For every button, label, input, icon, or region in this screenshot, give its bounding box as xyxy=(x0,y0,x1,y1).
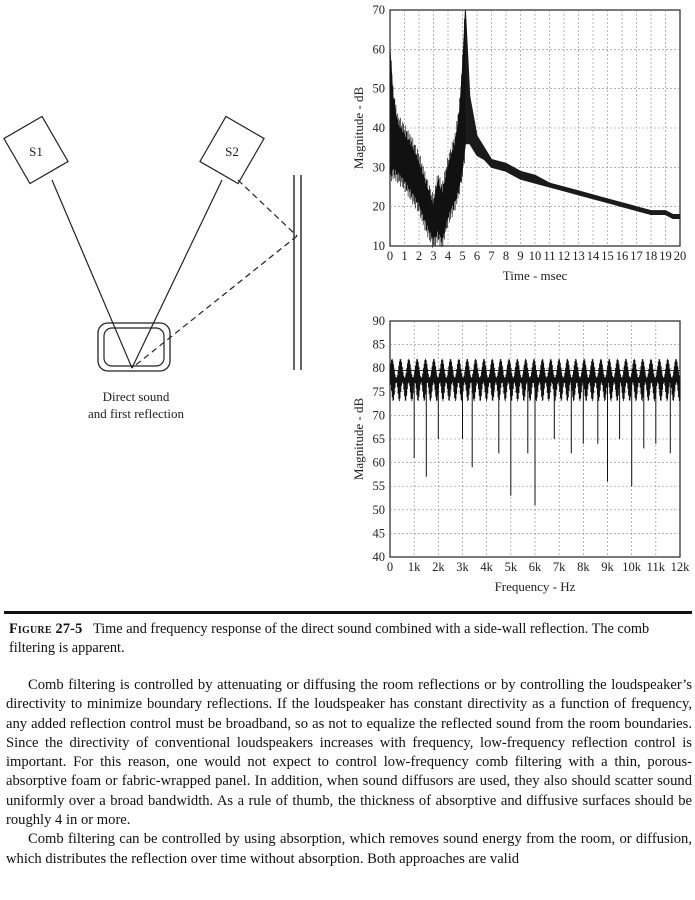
x-tick-label: 0 xyxy=(386,560,394,574)
x-tick-label: 10k xyxy=(622,560,642,574)
x-tick-label: 7k xyxy=(552,560,566,574)
y-tick-label: 90 xyxy=(372,314,385,328)
x-axis-label: Frequency - Hz xyxy=(494,579,576,594)
x-tick-label: 12 xyxy=(557,249,571,263)
direct-path-s1 xyxy=(52,180,132,368)
listener-label-line2: and first reflection xyxy=(87,406,185,421)
x-tick-label: 5 xyxy=(459,249,466,263)
source-s2-label: S2 xyxy=(225,144,239,159)
reflection-path-incident xyxy=(238,180,297,236)
x-tick-label: 11k xyxy=(646,560,665,574)
caption-text: Time and frequency response of the direct sound combined with a side-wall reflection. The comb filtering is apparent. xyxy=(9,621,650,656)
x-tick-label: 14 xyxy=(586,249,600,263)
x-tick-label: 9 xyxy=(517,249,524,263)
x-tick-label: 1 xyxy=(401,249,408,263)
y-axis-label: Magnitude - dB xyxy=(351,86,366,170)
x-tick-label: 2k xyxy=(432,560,445,574)
x-tick-label: 4k xyxy=(480,560,493,574)
x-tick-label: 4 xyxy=(444,249,452,263)
x-tick-label: 17 xyxy=(630,249,643,263)
x-tick-label: 11 xyxy=(543,249,556,263)
listener-label-line1: Direct sound xyxy=(102,389,170,404)
direct-path-s2 xyxy=(132,180,222,368)
x-tick-label: 6 xyxy=(473,249,481,263)
y-tick-label: 70 xyxy=(372,408,385,423)
y-tick-label: 40 xyxy=(372,550,385,564)
figure-caption xyxy=(9,620,689,658)
source-s2 xyxy=(200,116,264,183)
x-tick-label: 13 xyxy=(572,249,585,263)
y-tick-label: 30 xyxy=(372,160,385,175)
x-tick-label: 20 xyxy=(673,249,687,263)
y-tick-label: 60 xyxy=(372,42,385,57)
body-text xyxy=(6,676,692,869)
figure-number: Figure 27-5 xyxy=(9,621,83,637)
x-tick-label: 15 xyxy=(601,249,614,263)
x-tick-label: 6k xyxy=(528,560,542,574)
x-tick-label: 18 xyxy=(644,249,658,263)
x-axis-label: Time - msec xyxy=(502,268,568,283)
y-tick-label: 65 xyxy=(372,432,385,446)
y-tick-label: 55 xyxy=(372,479,385,494)
x-tick-label: 3 xyxy=(430,249,437,263)
x-tick-label: 8 xyxy=(502,249,510,263)
x-tick-label: 19 xyxy=(659,249,672,263)
y-tick-label: 10 xyxy=(372,239,385,253)
x-tick-label: 0 xyxy=(386,249,394,263)
x-tick-label: 8k xyxy=(577,560,590,574)
x-tick-label: 3k xyxy=(456,560,469,574)
x-tick-label: 7 xyxy=(488,249,495,263)
y-tick-label: 50 xyxy=(372,81,385,96)
reflection-path-reflected xyxy=(132,236,297,368)
y-tick-label: 60 xyxy=(372,455,385,470)
paragraph-2: Comb filtering can be controlled by using absorption, which removes sound energy from the room, or diffusion, which distributes the reflection over time without absorption. Both approaches are valid xyxy=(6,831,692,867)
x-tick-label: 2 xyxy=(415,249,423,263)
x-tick-label: 10 xyxy=(528,249,542,263)
y-tick-label: 45 xyxy=(372,526,385,541)
y-tick-label: 75 xyxy=(372,384,385,399)
y-tick-label: 50 xyxy=(372,502,385,517)
time-response-chart xyxy=(351,3,686,283)
x-tick-label: 9k xyxy=(601,560,614,574)
source-s1-label: S1 xyxy=(29,144,43,159)
y-tick-label: 40 xyxy=(372,121,385,135)
y-tick-label: 80 xyxy=(372,361,385,376)
frequency-response-chart xyxy=(351,314,690,594)
x-tick-label: 16 xyxy=(615,249,629,263)
x-tick-label: 5k xyxy=(504,560,518,574)
y-tick-label: 85 xyxy=(372,337,385,352)
y-tick-label: 70 xyxy=(372,3,385,17)
speaker-diagram xyxy=(4,116,301,371)
y-tick-label: 20 xyxy=(372,199,385,214)
x-tick-label: 12k xyxy=(670,560,690,574)
source-s1 xyxy=(4,116,68,183)
caption-rule xyxy=(4,611,692,614)
y-axis-label: Magnitude - dB xyxy=(351,397,366,481)
paragraph-1: Comb filtering is controlled by attenuating or diffusing the room reflections or by controlling the loudspeaker’s directivity to minimize boundary reflections. If the loudspeaker has constant directivity as a function of frequency, any added reflection control must be broadband, so as not to equalize the reflected sound from the room boundaries. Since the directivity of conventional loudspeakers increases with frequency, low-frequency reflection control is important. For this reason, one would not expect to control low-frequency comb filtering with a thin, porous-absorptive foam or fabric-wrapped panel. In addition, when sound diffusors are used, they also should scatter sound uniformly over a broad bandwidth. As a rule of thumb, the thickness of absorptive and diffusive surfaces should be roughly 4 in or more. xyxy=(6,677,692,829)
x-tick-label: 1k xyxy=(407,560,421,574)
